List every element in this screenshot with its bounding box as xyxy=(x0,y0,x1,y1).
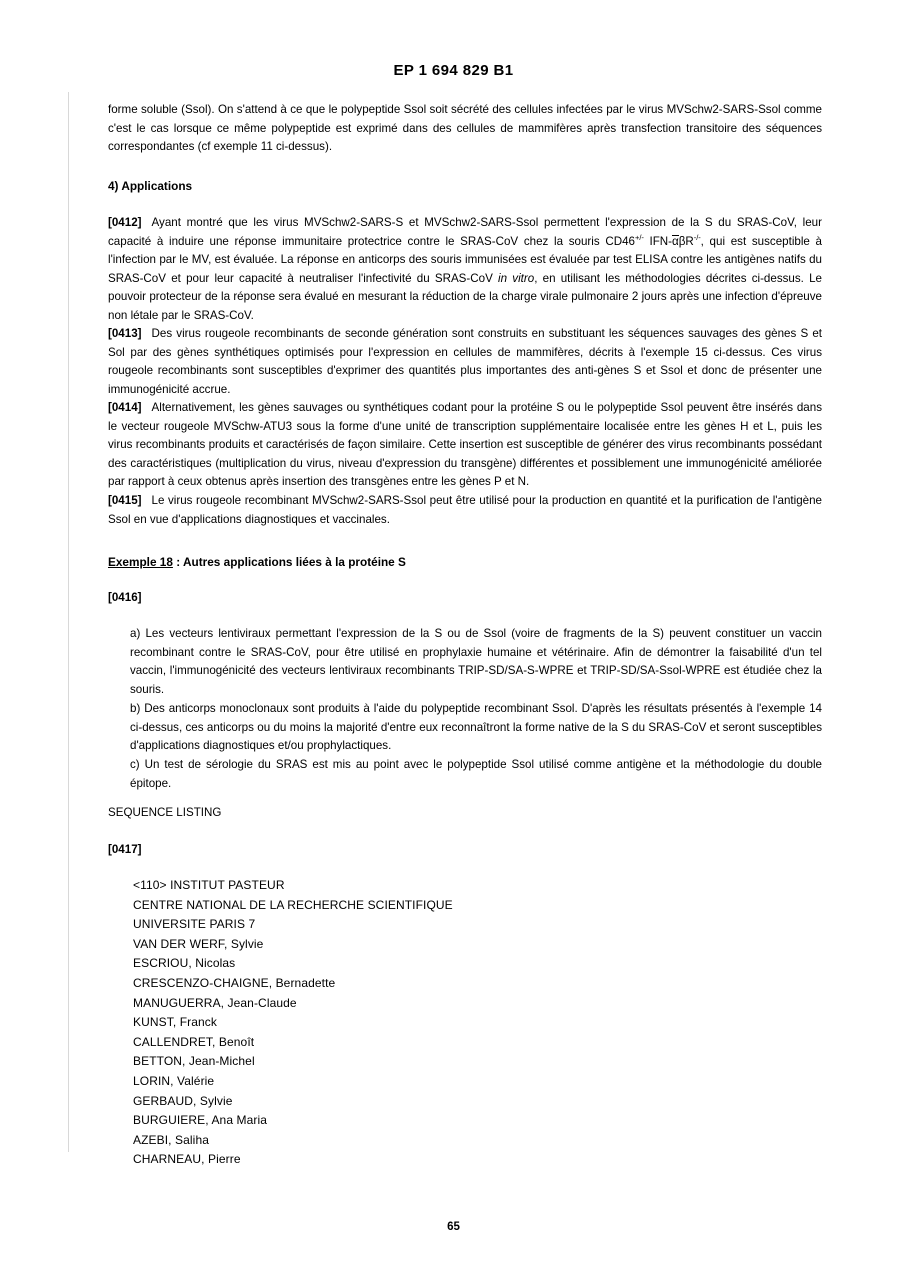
paragraph-text-a: Ayant montré que les virus MVSchw2-SARS-S et MVSchw2-SARS-Ssol permettent l'expression de la S du SRAS-CoV, leur capacité à induire une réponse immunitaire protectrice contre le SRAS-CoV chez la souris CD46 xyxy=(108,216,822,248)
list-item: CENTRE NATIONAL DE LA RECHERCHE SCIENTIFIQUE xyxy=(133,897,453,912)
example-heading-underlined: Exemple 18 xyxy=(108,555,173,569)
list-item-b: b) Des anticorps monoclonaux sont produits à l'aide du polypeptide recombinant Ssol. D'après les résultats présentés à l'exemple 14 ci-dessus, ces anticorps ou du moins la majorité d'entre eux reconnaîtront la forme native de la S du SRAS-CoV et seront susceptibles d'applications diagnostiques et/ou prophylactiques. xyxy=(130,702,822,753)
paragraph-tag: [0414] xyxy=(108,401,142,414)
list-item: CHARNEAU, Pierre xyxy=(133,1152,241,1167)
page-title: EP 1 694 829 B1 xyxy=(393,62,514,79)
paragraph-tag: [0412] xyxy=(108,216,142,229)
paragraph-text-b: IFN- xyxy=(643,234,673,248)
page-number: 65 xyxy=(447,1221,460,1233)
line-number-gutter xyxy=(0,0,100,1280)
paragraph-continuation: forme soluble (Ssol). On s'attend à ce que le polypeptide Ssol soit sécrété des cellules infectées par le virus MVSchw2-SARS-Ssol comme c'est le cas lorsque ce même polypeptide est exprimé dans des cellules de mammifères après transfection transitoire des séquences correspondantes (cf exemple 11 ci-dessus). xyxy=(108,103,822,154)
alpha-overbar: α xyxy=(672,234,679,248)
paragraph-0416-tag: [0416] xyxy=(108,591,142,604)
paragraph-text: Le virus rougeole recombinant MVSchw2-SARS-Ssol peut être utilisé pour la production en quantité et la purification de l'antigène Ssol en vue d'applications diagnostiques et vaccinales. xyxy=(108,494,822,526)
list-item: AZEBI, Saliha xyxy=(133,1132,210,1147)
example-heading xyxy=(108,553,406,571)
applicant-inventor-list xyxy=(133,876,453,1170)
list-item: VAN DER WERF, Sylvie xyxy=(133,936,264,951)
list-item: CALLENDRET, Benoît xyxy=(133,1034,255,1049)
paragraph-tag: [0415] xyxy=(108,494,142,507)
paragraph-text-c: βR xyxy=(678,234,694,248)
list-item-c: c) Un test de sérologie du SRAS est mis au point avec le polypeptide Ssol utilisé comme antigène et la méthodologie du double épitope. xyxy=(130,758,822,790)
superscript-plus-minus: +/- xyxy=(635,232,644,242)
example-heading-rest: : Autres applications liées à la protéine S xyxy=(172,555,406,569)
list-item: <110> INSTITUT PASTEUR xyxy=(133,878,285,892)
list-item-a: a) Les vecteurs lentiviraux permettant l'expression de la S ou de Ssol (voire de fragments de la S) peuvent constituer un vaccin recombinant contre le SRAS-CoV, pour être utilisé en prophylaxie humaine et vétérinaire. Afin de démontrer la faisabilité d'un tel vaccin, l'immunogénicité des vecteurs lentiviraux recombinants TRIP-SD/SA-S-WPRE et TRIP-SD/SA-Ssol-WPRE est étudiée chez la souris. xyxy=(130,627,822,696)
paragraph-text: Alternativement, les gènes sauvages ou synthétiques codant pour la protéine S ou le polypeptide Ssol peuvent être insérés dans le vecteur rougeole MVSchw-ATU3 sous la forme d'une unité de transcription supplémentaire localisée entre les gènes H et L, puis les virus recombinants produits et caractérisés de façon similaire. Cette insertion est susceptible de générer des virus recombinants possédant des caractéristiques (multiplication du virus, niveau d'expression du transgène) différentes et possiblement une immunogénicité améliorée par rapport à ceux obtenus après insertion des transgènes entre les gènes P et N. xyxy=(108,401,822,489)
sequence-listing-heading: SEQUENCE LISTING xyxy=(108,806,222,819)
list-item: GERBAUD, Sylvie xyxy=(133,1093,233,1108)
paragraph-tag: [0413] xyxy=(108,327,142,340)
list-item: BETTON, Jean-Michel xyxy=(133,1054,255,1069)
list-item: CRESCENZO-CHAIGNE, Bernadette xyxy=(133,975,336,990)
italic-in-vitro: in vitro xyxy=(498,271,535,285)
paragraph-0414 xyxy=(108,399,822,492)
paragraph-0413 xyxy=(108,325,822,399)
paragraph-text-e: , en utilisant les méthodologies décrites ci-dessus. Le pouvoir protecteur de la réponse sera évalué en mesurant la réduction de la charge virale pulmonaire 2 jours après une infection d'épreuve non létale par le SRAS-CoV. xyxy=(108,271,822,322)
paragraph-0415 xyxy=(108,492,822,529)
superscript-minus-minus: -/- xyxy=(693,232,701,242)
list-item: KUNST, Franck xyxy=(133,1015,217,1030)
list-item: MANUGUERRA, Jean-Claude xyxy=(133,995,297,1010)
list-item: BURGUIERE, Ana Maria xyxy=(133,1113,268,1128)
list-item: LORIN, Valérie xyxy=(133,1073,215,1088)
list-item: UNIVERSITE PARIS 7 xyxy=(133,917,256,932)
paragraph-text: Des virus rougeole recombinants de seconde génération sont construits en substituant les séquences sauvages des gènes S et Sol par des gènes synthétiques optimisés pour l'expression en cellules de mammifères, décrits à l'exemple 15 ci-dessus. Ces virus rougeole recombinants sont susceptibles d'exprimer des quantités plus importantes des anti-gènes S et Ssol et donc de présenter une immunogénicité accrue. xyxy=(108,327,822,396)
section-heading: 4) Applications xyxy=(108,179,193,193)
paragraph-0417-tag: [0417] xyxy=(108,843,142,856)
paragraph-0412 xyxy=(108,214,822,326)
paragraph-text-d: , qui est susceptible à l'infection par le MV, est évaluée. La réponse en anticorps des souris immunisées est évaluée par test ELISA contre les antigènes natifs du SRAS-CoV et pour leur capacité à neutraliser l'infectivité du SRAS-CoV xyxy=(108,234,823,285)
list-item: ESCRIOU, Nicolas xyxy=(133,956,236,971)
